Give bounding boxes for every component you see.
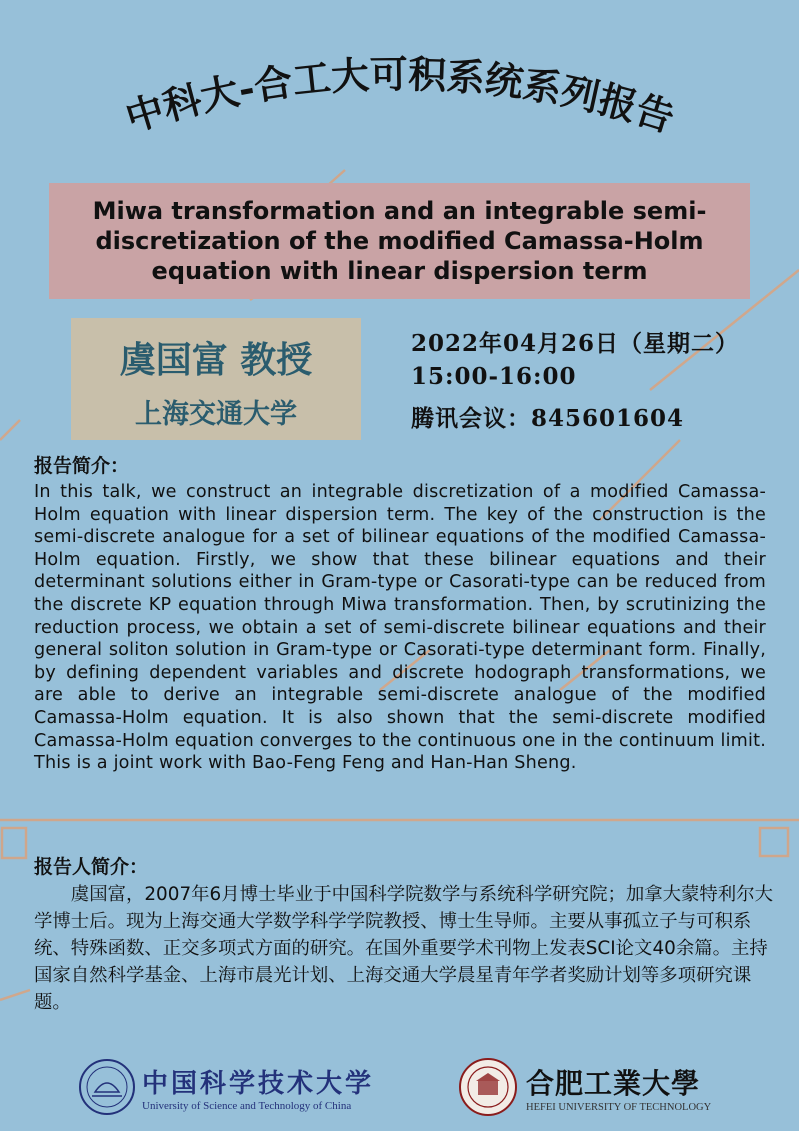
hfut-logo: [458, 1055, 711, 1119]
bio-section: [34, 881, 774, 1016]
talk-title: Miwa transformation and an integrable semi-discretization of the modified Camassa-Holm equation with linear dispersion term: [92, 197, 707, 285]
hfut-name-en: HEFEI UNIVERSITY OF TECHNOLOGY: [526, 1101, 712, 1113]
ustc-name-cn: 中国科学技术大学: [142, 1068, 375, 1099]
event-meeting: 腾讯会议：845601604: [411, 405, 685, 432]
ustc-seal-icon: [78, 1058, 136, 1116]
ustc-logo: [78, 1055, 374, 1119]
talk-title-box: [49, 183, 750, 299]
ustc-name-en: University of Science and Technology of China: [142, 1099, 352, 1112]
event-date: 2022年04月26日（星期二）: [411, 330, 740, 357]
bio-text: 虞国富，2007年6月博士毕业于中国科学院数学与系统科学研究院；加拿大蒙特利尔大学博士后。现为上海交通大学数学科学学院教授、博士生导师。主要从事孤立子与可积系统、特殊函数、正交多项式方面的研究。在国外重要学术刊物上发表SCI论文40余篇。主持国家自然科学基金、上海市晨光计划、上海交通大学晨星青年学者奖励计划等多项研究课题。: [34, 884, 773, 1013]
abstract-heading: 报告简介：: [34, 455, 130, 477]
bio-heading: 报告人简介：: [34, 856, 149, 878]
hfut-seal-icon: [458, 1057, 518, 1117]
event-time: 15:00-16:00: [411, 363, 577, 390]
abstract-text: In this talk, we construct an integrable discretization of a modified Camassa-Holm equation with linear dispersion term. The key of the construction is the semi-discrete analogue for a set of bilinear equations of the modified Camassa-Holm equation. Firstly, we show that these bilinear equations and their determinant solutions either in Gram-type or Casorati-type can be reduced from the discrete KP equation through Miwa transformation. Then, by scrutinizing the reduction process, we obtain a set of semi-discrete bilinear equations and their general soliton solution in Gram-type or Casorati-type determinant form. Finally, by defining dependent variables and discrete hodograph transformations, we are able to derive an integrable semi-discrete analogue of the modified Camassa-Holm equation. It is also shown that the semi-discrete modified Camassa-Holm equation converges to the continuous one in the continuum limit. This is a joint work with Bao-Feng Feng and Han-Han Sheng.: [34, 482, 766, 774]
series-title: [0, 0, 799, 190]
speaker-name: 虞国富 教授: [119, 340, 313, 381]
series-title-text: 中科大-合工大可积系统系列报告: [120, 51, 680, 141]
hfut-name-cn: 合肥工業大學: [526, 1066, 701, 1100]
speaker-box: [71, 318, 361, 440]
speaker-affiliation: 上海交通大学: [135, 399, 297, 430]
